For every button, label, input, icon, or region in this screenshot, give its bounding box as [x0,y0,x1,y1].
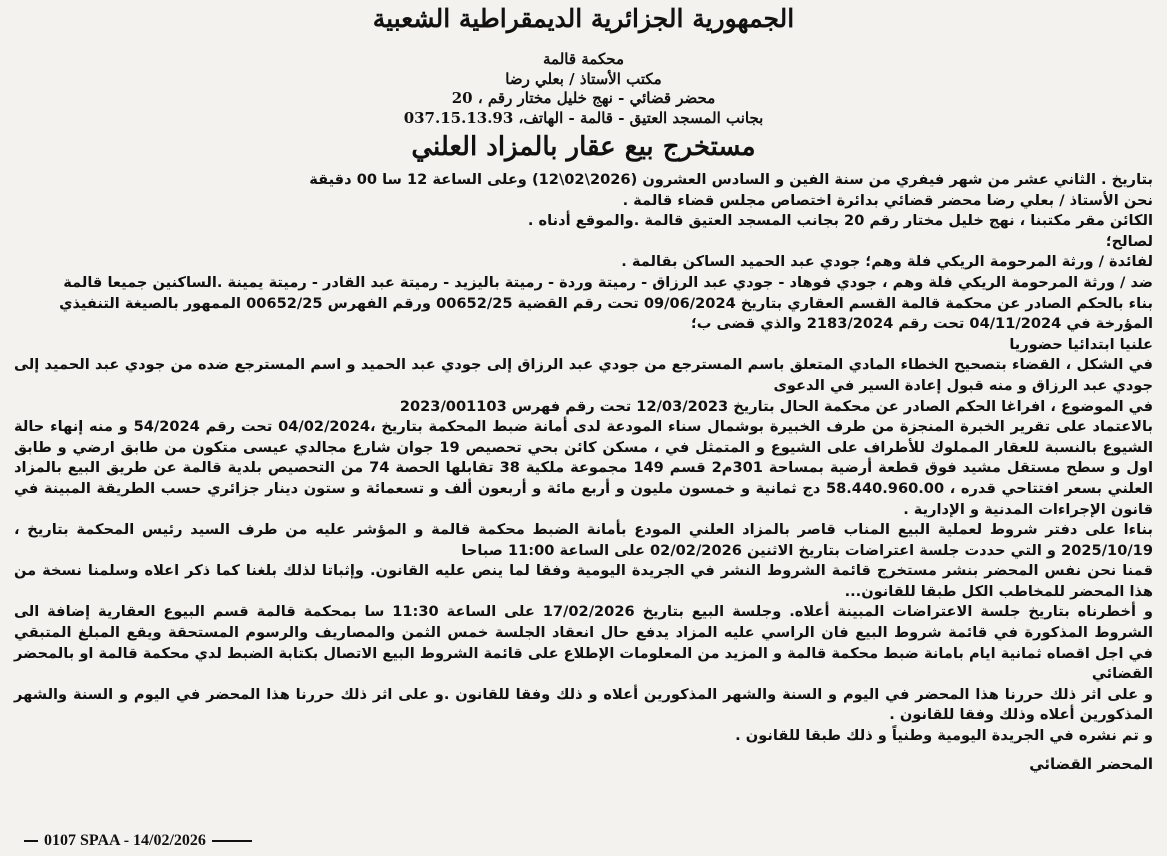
body-paragraph: بناء بالحكم الصادر عن محكمة قالمة القسم العقاري بتاريخ 09/06/2024 تحت رقم القضية 00652/25 ورقم الفهرس 00652/25 الممهور بالصيغة التنفيذي [59,294,1153,312]
publication-footer [18,832,258,850]
body-paragraph: في الموضوع ، افراغا الحكم الصادر عن محكمة الحال بتاريخ 12/03/2023 تحت رقم فهرس 2023/001103 [399,397,1153,415]
republic-heading: الجمهورية الجزائرية الديمقراطية الشعبية [372,4,795,33]
body-paragraph: بتاريخ . الثاني عشر من شهر فيفري من سنة الفين و السادس العشرون (2026\02\12) وعلى الساعة 12 سا 00 دقيقة [309,171,1153,188]
body-paragraph: قمنا نحن نفس المحضر بنشر مستخرج قائمة الشروط النشر في الجريدة اليومية وفقا لما ينص عليه القانون. وإثباتا لذلك بلغنا كما ذكر اعلاه وسلمنا نسخة من هذا المحضر للمخاطب الكل طبقا للقانون... [14,562,1153,600]
body-paragraph: بالاعتماد على تقرير الخبرة المنجزة من طرف الخبيرة بوشمال سناء المودعة لدى أمانة ضبط المحكمة بتاريخ ،04/02/2024 تحت رقم 54/2024 و منه إنهاء حالة الشيوع بالنسبة للعقار المملوك للأطراف على الشيوع و المتمثل في ، مسكن كائن بحي تحصيص 19 جوان شارع مجالدي عيسى متكون من طابق ارضي و طابق اول و سطح مستقل مشيد فوق قطعة أرضية بمساحة 301م2 قسم 149 مجموعة ملكية 38 تقابلها الحصة 74 من التحصيص بلدية قالمة عن طريق البيع بالمزاد العلني بسعر افتتاحي قدره ، 58.440.960.00 دج ثمانية و خمسون مليون و أربع مائة و أربعون ألف و تسعمائة و ستون دينار جزائري حسب الطريقة المبينة في قانون الإجراءات المدنية و الإدارية . [14,418,1153,518]
body-paragraph: علنيا ابتدائيا حضوريا [1009,335,1153,353]
notice-body [14,170,1153,747]
office-location-phone: بجانب المسجد العتيق - قالمة - الهاتف، 037.15.13.93 [403,108,764,127]
notice-title: مستخرج بيع عقار بالمزاد العلني [411,132,756,162]
court-name: محكمة قالمة [543,50,624,68]
body-paragraph: و تم نشره في الجريدة اليومية وطنياً و ذلك طبقا للقانون . [735,727,1153,745]
body-paragraph: في الشكل ، القضاء بتصحيح الخطاء المادي المتعلق باسم المسترجع من جودي عبد الرزاق إلى جودي عبد الحميد و اسم المسترجع ضده من جودي عبد الحميد إلى جودي عبد الرزاق و منه قبول إعادة السير في الدعوى [14,356,1153,394]
footer-rule-left [24,840,38,842]
body-paragraph: لصالح؛ [1105,232,1153,250]
body-paragraph: و أخطرناه بتاريخ جلسة الاعتراضات المبينة أعلاه. وجلسة البيع بتاريخ 17/02/2026 على الساعة 11:30 سا بمحكمة قالمة قسم البيوع العقارية إضافة الى الشروط المذكورة في قائمة شروط البيع فان الراسي عليه المزاد يدفع حال انعقاد الجلسة خمس الثمن والمصاريف والرسوم المستحقة ويقع المبلغ المتبقي في اجل اقصاه ثمانية ايام بامانة ضبط محكمة قالمة و المزيد من المعلومات الإطلاع على قائمة الشروط البيع الاتصال بكتابة الضبط لدي محكمة قالمة او بالمحضر القضائي [14,603,1153,683]
body-paragraph: لفائدة / ورثة المرحومة الريكي فلة وهم؛ جودي عبد الحميد الساكن بقالمة . [621,253,1153,271]
office-address: محضر قضائي - نهج خليل مختار رقم ، 20 [451,89,716,107]
footer-code: 0107 SPAA - 14/02/2026 [44,832,206,849]
body-paragraph: ضد / ورثة المرحومة الريكي فلة وهم ، جودي فوهاد - جودي عبد الرزاق - رميتة وردة - رميتة باليزيد - رميتة عبد القادر - رميتة يمينة .الساكنين جميعا قالمة [63,273,1153,291]
body-paragraph: و على اثر ذلك حررنا هذا المحضر في اليوم و السنة والشهر المذكورين أعلاه و ذلك وفقا للقانون .و على اثر ذلك حررنا هذا المحضر في اليوم و السنة والشهر المذكورين أعلاه وذلك وفقا للقانون . [14,685,1153,724]
body-paragraph: المؤرخة في 04/11/2024 تحت رقم 2183/2024 والذي قضى ب؛ [690,315,1153,333]
footer-rule-right [212,840,252,842]
body-paragraph: نحن الأستاذ / بعلي رضا محضر قضائي بدائرة اختصاص مجلس قضاء قالمة . [622,191,1153,209]
signature-label: المحضر القضائي [1029,754,1153,773]
notice-header [14,4,1153,164]
body-paragraph: الكائن مقر مكتبنا ، نهج خليل مختار رقم 20 بجانب المسجد العتيق قالمة .والموقع أدناه . [527,212,1153,230]
office-name: مكتب الأستاذ / بعلي رضا [505,69,662,88]
body-paragraph: بناءا على دفتر شروط لعملية البيع المناب قاصر بالمزاد العلني المودع بأمانة الضبط محكمة قالمة و المؤشر عليه من طرف السيد رئيس المحكمة بتاريخ ، 2025/10/19 و التي حددت جلسة اعتراضات بتاريخ الاثنين 02/02/2026 على الساعة 11:00 صباحا [14,521,1153,559]
